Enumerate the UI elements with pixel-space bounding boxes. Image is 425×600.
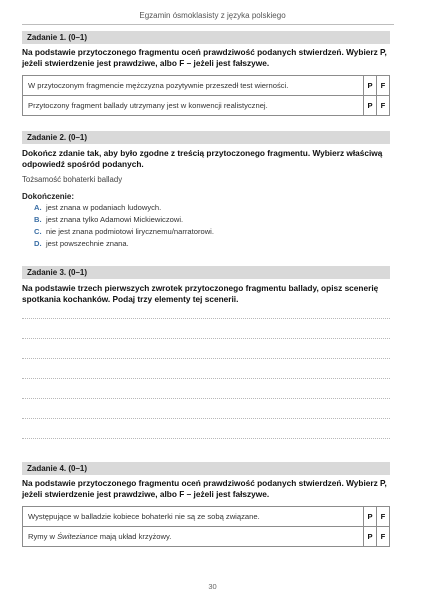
true-option[interactable]: P (364, 96, 377, 116)
task-3-label: Zadanie 3. (0–1) (22, 266, 390, 279)
statement-text-after: mają układ krzyżowy. (97, 532, 172, 541)
option-letter: D. (34, 239, 42, 248)
page-number: 30 (208, 582, 217, 591)
task-4-instruction: Na podstawie przytoczonego fragmentu oceń prawdziwość podanych stwierdzeń. Wybierz P, jeżeli stwierdzenie jest prawdziwe, albo F – jeżeli jest fałszywe. (22, 478, 387, 499)
statement-text (23, 527, 364, 547)
table-row (23, 96, 390, 116)
table-row (23, 76, 390, 96)
statement-text: Przytoczony fragment ballady utrzymany jest w konwencji realistycznej. (23, 96, 364, 116)
answer-line (22, 338, 390, 339)
answer-line (22, 318, 390, 319)
false-option[interactable]: F (377, 76, 390, 96)
table-row (23, 527, 390, 547)
task-2-sentence-start: Tożsamość bohaterki ballady (22, 175, 123, 184)
header-divider (22, 24, 394, 25)
true-option[interactable]: P (364, 76, 377, 96)
statement-italic-title: Świteziance (57, 532, 98, 541)
answer-line (22, 358, 390, 359)
task-2-label: Zadanie 2. (0–1) (22, 131, 390, 144)
answer-line (22, 418, 390, 419)
table-row (23, 507, 390, 527)
option-text: nie jest znana podmiotowi lirycznemu/narratorowi. (46, 227, 214, 236)
option-letter: B. (34, 215, 42, 224)
answer-line (22, 398, 390, 399)
answer-line (22, 438, 390, 439)
false-option[interactable]: F (377, 507, 390, 527)
task-1-instruction: Na podstawie przytoczonego fragmentu oceń prawdziwość podanych stwierdzeń. Wybierz P, jeżeli stwierdzenie jest prawdziwe, albo F – jeżeli jest fałszywe. (22, 47, 387, 68)
true-option[interactable]: P (364, 507, 377, 527)
option-b[interactable] (34, 214, 214, 226)
task-1-table (22, 75, 390, 116)
option-d[interactable] (34, 238, 214, 250)
option-a[interactable] (34, 202, 214, 214)
task-4-label: Zadanie 4. (0–1) (22, 462, 390, 475)
task-1-label: Zadanie 1. (0–1) (22, 31, 390, 44)
option-text: jest znana tylko Adamowi Mickiewiczowi. (46, 215, 184, 224)
option-text: jest znana w podaniach ludowych. (46, 203, 162, 212)
false-option[interactable]: F (377, 96, 390, 116)
task-4-table (22, 506, 390, 547)
task-2-completion-label: Dokończenie: (22, 192, 75, 201)
option-letter: A. (34, 203, 42, 212)
option-letter: C. (34, 227, 42, 236)
task-2-instruction: Dokończ zdanie tak, aby było zgodne z treścią przytoczonego fragmentu. Wybierz właściwą odpowiedź spośród podanych. (22, 148, 383, 169)
statement-text: Występujące w balladzie kobiece bohaterki nie są ze sobą związane. (23, 507, 364, 527)
answer-line (22, 378, 390, 379)
option-c[interactable] (34, 226, 214, 238)
false-option[interactable]: F (377, 527, 390, 547)
true-option[interactable]: P (364, 527, 377, 547)
statement-text: W przytoczonym fragmencie mężczyzna pozytywnie przeszedł test wierności. (23, 76, 364, 96)
task-3-instruction: Na podstawie trzech pierwszych zwrotek przytoczonego fragmentu ballady, opisz scenerię spotkania kochanków. Podaj trzy elementy tej scenerii. (22, 283, 379, 304)
option-text: jest powszechnie znana. (46, 239, 129, 248)
task-2-options (34, 202, 214, 250)
page-header-title: Egzamin ósmoklasisty z języka polskiego (139, 11, 286, 20)
statement-text-before: Rymy w (28, 532, 58, 541)
